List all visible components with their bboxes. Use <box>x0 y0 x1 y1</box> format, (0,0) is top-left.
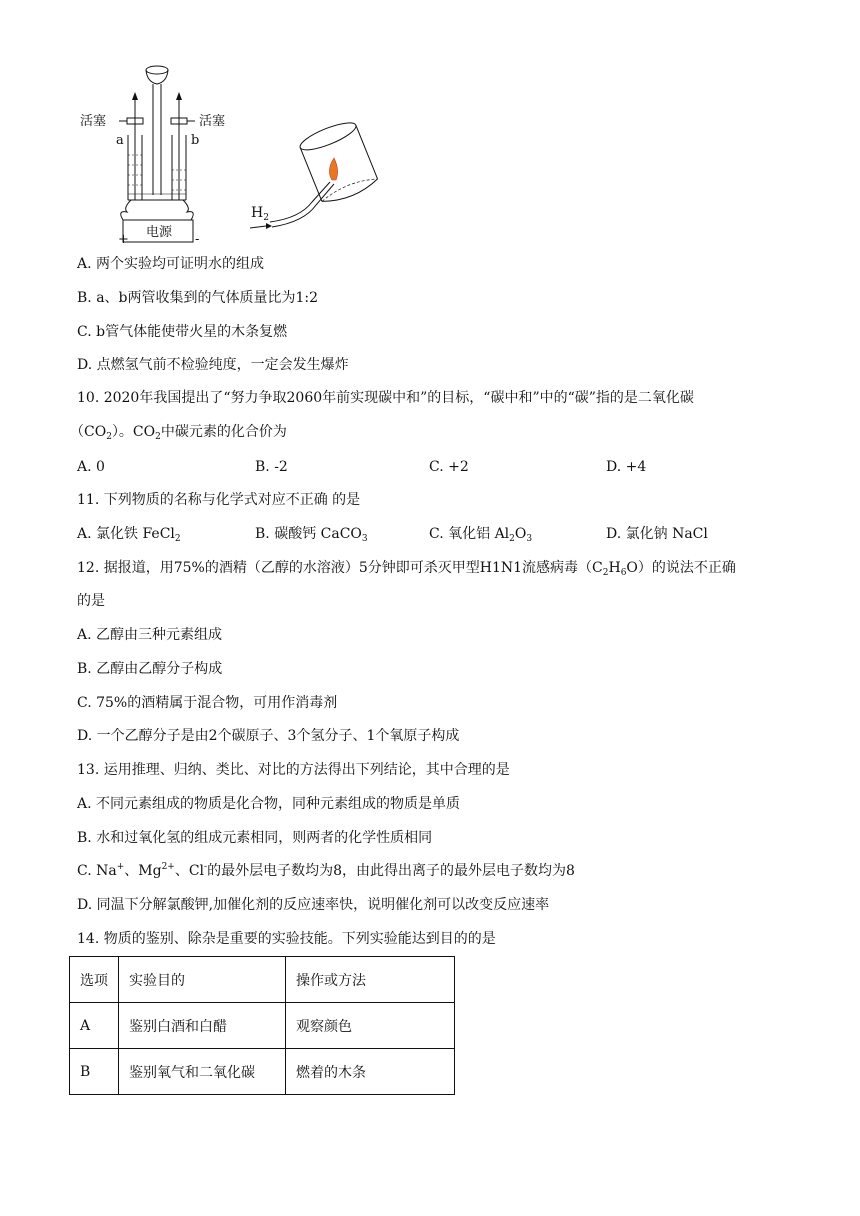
row-a-method: 观察颜色 <box>286 1003 455 1049</box>
row-b-purpose: 鉴别氧气和二氧化碳 <box>119 1049 286 1095</box>
q12-stem-line1: 12. 据报道，用75%的酒精（乙醇的水溶液）5分钟即可杀灭甲型H1N1流感病毒$(C_2H_6O)$的说法不正确 <box>77 560 736 578</box>
plus-sign: + <box>118 232 129 247</box>
q13-option-b: B. 水和过氧化氢的组成元素相同，则两者的化学性质相同 <box>77 830 433 846</box>
q14-table <box>69 956 455 1095</box>
h2-label: $H_2$ <box>251 205 269 223</box>
q13-stem: 13. 运用推理、归纳、类比、对比的方法得出下列结论，其中合理的是 <box>77 762 510 778</box>
q11-option-d: D. 氯化钠 NaCl <box>606 526 708 542</box>
q12-option-c: C. 75%的酒精属于混合物，可用作消毒剂 <box>77 695 338 711</box>
q10-stem-line2: $(CO_2)$。$CO_2$中碳元素的化合价为 <box>70 424 287 442</box>
table-row <box>70 1049 455 1095</box>
q11-option-b: B. 碳酸钙 CaCO$_3$ <box>255 526 368 544</box>
minus-sign: - <box>195 232 200 247</box>
valve-label-right: 活塞 <box>199 114 226 129</box>
q10-stem-line1: 10. 2020年我国提出了“努力争取2060年前实现碳中和”的目标，“碳中和”中的“碳”指的是二氧化碳 <box>77 390 694 406</box>
q12-option-d: D. 一个乙醇分子是由2个碳原子、3个氢分子、1个氧原子构成 <box>77 728 460 744</box>
q13-option-c: C. Na+、$Mg^{2+}$、Cl-的最外层电子数均为8，由此得出离子的最外层电子数均为8 <box>77 862 575 879</box>
row-b-method: 燃着的木条 <box>286 1049 455 1095</box>
header-option: 选项 <box>70 957 119 1003</box>
q9-option-a: A. 两个实验均可证明水的组成 <box>77 256 265 272</box>
q10-option-c: C. +2 <box>429 459 469 475</box>
q10-option-b: B. -2 <box>255 459 288 475</box>
q12-option-b: B. 乙醇由乙醇分子构成 <box>77 661 223 677</box>
q11-option-c: C. 氧化铝 $Al_2O_3$ <box>429 526 533 544</box>
q14-stem: 14. 物质的鉴别、除杂是重要的实验技能。下列实验能达到目的的是 <box>77 931 496 947</box>
q10-option-a: A. 0 <box>77 459 105 475</box>
q13-option-a: A. 不同元素组成的物质是化合物，同种元素组成的物质是单质 <box>77 796 461 812</box>
q12-stem-line2: 的是 <box>77 593 105 609</box>
row-a-purpose: 鉴别白酒和白醋 <box>119 1003 286 1049</box>
q11-option-a: A. 氯化铁 FeCl$_2$ <box>77 526 181 544</box>
q13-option-d: D. 同温下分解氯酸钾,加催化剂的反应速率快，说明催化剂可以改变反应速率 <box>77 897 550 913</box>
q9-option-d: D. 点燃氢气前不检验纯度，一定会发生爆炸 <box>77 357 349 373</box>
table-header-row <box>70 957 455 1003</box>
row-b-option: B <box>70 1049 119 1095</box>
header-method: 操作或方法 <box>286 957 455 1003</box>
table-row <box>70 1003 455 1049</box>
q12-option-a: A. 乙醇由三种元素组成 <box>77 627 223 643</box>
q9-option-b: B. a、b两管收集到的气体质量比为1:2 <box>77 290 319 306</box>
electrolysis-apparatus <box>75 60 250 250</box>
q9-option-c: C. b管气体能使带火星的木条复燃 <box>77 324 288 340</box>
row-a-option: A <box>70 1003 119 1049</box>
hydrogen-burning-figure <box>250 122 380 242</box>
header-purpose: 实验目的 <box>119 957 286 1003</box>
valve-label-left: 活塞 <box>80 114 107 129</box>
q10-option-d: D. +4 <box>606 459 647 475</box>
tube-a-label: a <box>116 133 124 148</box>
power-label: 电源 <box>146 225 173 240</box>
q11-stem: 11. 下列物质的名称与化学式对应不正确 的是 <box>77 492 361 508</box>
tube-b-label: b <box>191 133 200 148</box>
